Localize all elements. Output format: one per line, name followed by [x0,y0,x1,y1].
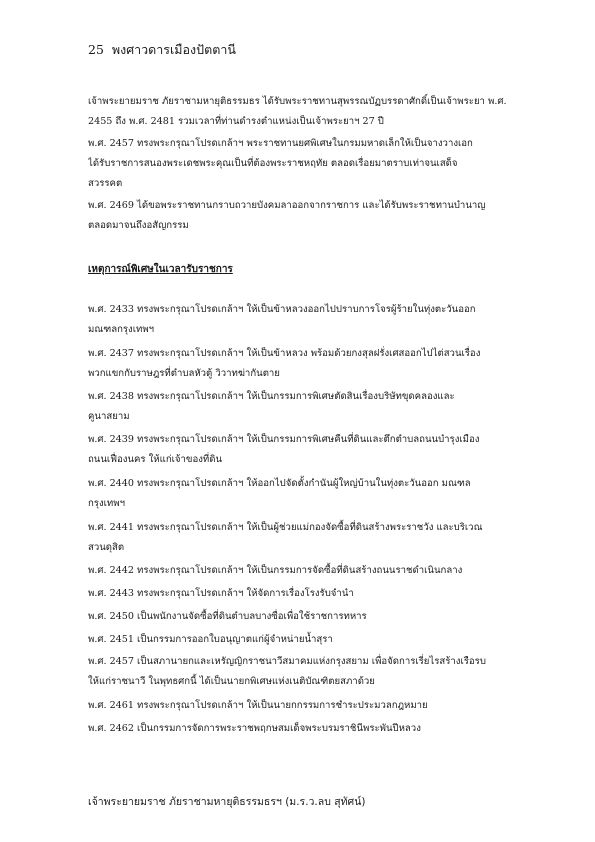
event-line: สวนดุสิต [88,542,125,553]
event-line: ถนนเฟื่องนคร ให้แก่เจ้าของที่ดิน [88,454,223,465]
event-line: พ.ศ. 2442 ทรงพระกรุณาโปรดเกล้าฯ ให้เป็นกรรมการจัดซื้อที่ดินสร้างถนนราชดำเนินกลาง [88,565,463,576]
page-header [88,40,236,60]
event-line: พ.ศ. 2440 ทรงพระกรุณาโปรดเกล้าฯ ให้ออกไปจัดตั้งกำนันผู้ใหญ่บ้านในทุ่งตะวันออก มณฑล [88,478,471,489]
paragraph-line: พ.ศ. 2457 ทรงพระกรุณาโปรดเกล้าฯ พระราชทานยศพิเศษในกรมมหาดเล็กให้เป็นจางวางเอก [88,138,473,149]
paragraph-line: สวรรคต [88,178,123,189]
event-line: พ.ศ. 2443 ทรงพระกรุณาโปรดเกล้าฯ ให้จัดการเรื่องโรงรับจำนำ [88,588,354,599]
paragraph-line: 2455 ถึง พ.ศ. 2481 รวมเวลาที่ท่านดำรงตำแหน่งเป็นเจ้าพระยาฯ 27 ปี [88,116,384,127]
event-line: คูนาสยาม [88,411,130,422]
event-entry [88,630,518,650]
section-title: เหตุการณ์พิเศษในเวลารับราชการ [88,264,233,275]
event-line: พ.ศ. 2462 เป็นกรรมการจัดการพระราชพฤกษสมเด็จพระบรมราชินีพระพันปีหลวง [88,723,421,734]
intro-paragraph-3 [88,196,518,236]
event-line: มณฑลกรุงเทพฯ [88,324,155,335]
event-entry [88,430,518,470]
paragraph-line: ได้รับราชการสนองพระเดชพระคุณเป็นที่ต้องพระราชหฤทัย ตลอดเรื่อยมาตราบเท่าจนเสด็จ [88,158,458,169]
event-entry [88,719,518,739]
event-entry [88,300,518,340]
paragraph-line: เจ้าพระยายมราช ภัยราชามหายุติธรรมธร ได้รับพระราชทานสุพรรณบัฏบรรดาศักดิ์เป็นเจ้าพระยา พ.ศ. [88,96,507,107]
paragraph-line: ตลอดมาจนถึงอสัญกรรม [88,220,189,231]
event-line: พ.ศ. 2450 เป็นพนักงานจัดซื้อที่ดินตำบลบางซื่อเพื่อใช้ราชการทหาร [88,611,367,622]
event-entry [88,607,518,627]
event-line: กรุงเทพฯ [88,498,125,509]
event-line: พ.ศ. 2437 ทรงพระกรุณาโปรดเกล้าฯ ให้เป็นข้าหลวง พร้อมด้วยกงสุลฝรั่งเศสออกไปไต่สวนเรื่อง [88,348,481,359]
page-title: พงศาวดารเมืองปัตตานี [111,42,236,57]
event-line: พ.ศ. 2438 ทรงพระกรุณาโปรดเกล้าฯ ให้เป็นกรรมการพิเศษตัดสินเรื่องบริษัทขุดคลองและ [88,391,455,402]
page-number: 25 [88,42,104,57]
event-entry [88,696,518,716]
event-entry [88,518,518,558]
intro-paragraph-2 [88,134,518,194]
event-line: พ.ศ. 2433 ทรงพระกรุณาโปรดเกล้าฯ ให้เป็นข้าหลวงออกไปปราบการโจรผู้ร้ายในทุ่งตะวันออก [88,304,476,315]
event-entry [88,652,518,692]
event-line: พ.ศ. 2439 ทรงพระกรุณาโปรดเกล้าฯ ให้เป็นกรรมการพิเศษคืนที่ดินและตึกตำบลถนนบำรุงเมือง [88,434,480,445]
paragraph-line: พ.ศ. 2469 ได้ขอพระราชทานกราบถวายบังคมลาออกจากราชการ และได้รับพระราชทานบำนาญ [88,200,486,211]
event-entry [88,474,518,514]
event-line: พ.ศ. 2441 ทรงพระกรุณาโปรดเกล้าฯ ให้เป็นผู้ช่วยแม่กองจัดซื้อที่ดินสร้างพระราชวัง และบริเวณ [88,522,483,533]
event-entry [88,561,518,581]
event-line: พวกแขกกับราษฎรที่ตำบลหัวตู้ วิวาทฆ่ากันตาย [88,368,280,379]
event-entry [88,584,518,604]
event-entry [88,344,518,384]
event-line: พ.ศ. 2457 เป็นสภานายกและเหรัญญิกราชนาวีสมาคมแห่งกรุงสยาม เพื่อจัดการเรี่ยไรสร้างเรือรบ [88,656,486,667]
event-entry [88,387,518,427]
event-line: พ.ศ. 2461 ทรงพระกรุณาโปรดเกล้าฯ ให้เป็นนายกกรรมการชำระประมวลกฎหมาย [88,700,428,711]
event-line: พ.ศ. 2451 เป็นกรรมการออกใบอนุญาตแก่ผู้จำหน่ายน้ำสุรา [88,634,333,645]
event-line: ให้แก่ราชนาวี ในพุทธศกนี้ ได้เป็นนายกพิเศษแห่งเนติบัณฑิตยสภาด้วย [88,676,375,687]
page-footer: เจ้าพระยายมราช ภัยราชามหายุติธรรมธรฯ (ม.ร.ว.ลบ สุทัศน์) [88,796,366,808]
intro-paragraph-1 [88,92,518,132]
